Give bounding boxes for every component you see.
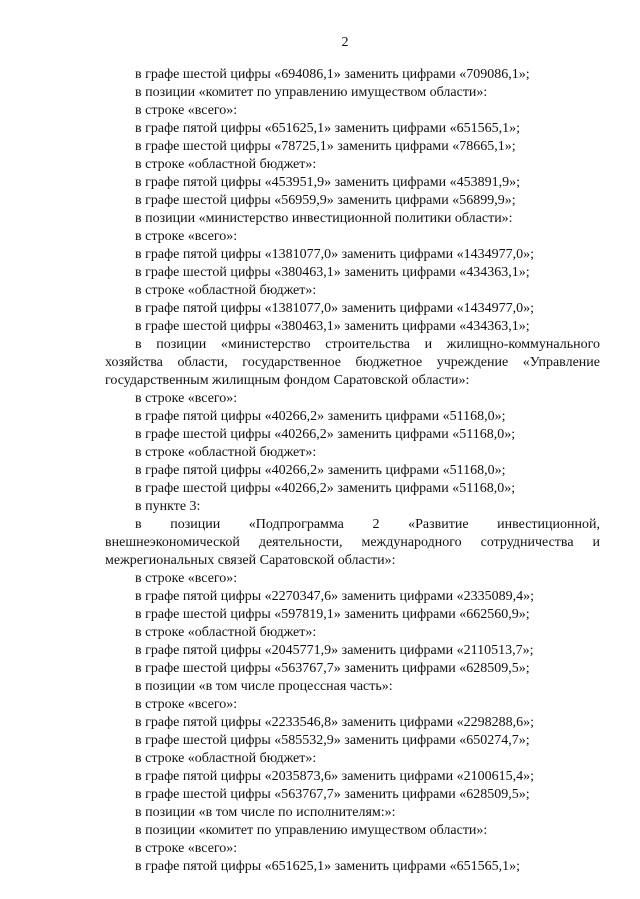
text-line: в графе шестой цифры «40266,2» заменить цифрами «51168,0»; — [135, 427, 516, 442]
text-line: в графе пятой цифры «1381077,0» заменить цифрами «1434977,0»; — [135, 301, 534, 316]
text-line: в графе шестой цифры «597819,1» заменить цифрами «662560,9»; — [135, 607, 530, 622]
text-line: в строке «всего»: — [135, 391, 238, 406]
text-line: в строке «всего»: — [135, 841, 238, 856]
text-line: в графе пятой цифры «651625,1» заменить цифрами «651565,1»; — [135, 859, 520, 874]
text-line: в графе пятой цифры «2233546,8» заменить цифрами «2298288,6»; — [135, 715, 534, 730]
text-line: в графе шестой цифры «40266,2» заменить цифрами «51168,0»; — [135, 481, 516, 496]
text-line: в позиции «в том числе процессная часть»: — [135, 679, 393, 694]
paragraph-ministry-construction: в позиции «министерство строительства и жилищно-коммунального хозяйства области, государственное бюджетное учреждение «Управление государственным жилищным фондом Саратовской области»: — [105, 337, 600, 388]
text-line: в графе пятой цифры «1381077,0» заменить цифрами «1434977,0»; — [135, 247, 534, 262]
text-line: в строке «всего»: — [135, 697, 238, 712]
text-line: в графе пятой цифры «453951,9» заменить цифрами «453891,9»; — [135, 175, 520, 190]
text-line: в графе пятой цифры «2035873,6» заменить цифрами «2100615,4»; — [135, 769, 534, 784]
text-line: в графе пятой цифры «40266,2» заменить цифрами «51168,0»; — [135, 463, 506, 478]
text-line: в строке «всего»: — [135, 103, 238, 118]
text-line: в графе пятой цифры «651625,1» заменить цифрами «651565,1»; — [135, 121, 520, 136]
text-line: в позиции «министерство инвестиционной политики области»: — [135, 211, 513, 226]
text-line: в строке «областной бюджет»: — [135, 445, 317, 460]
text-line: в графе шестой цифры «563767,7» заменить цифрами «628509,5»; — [135, 661, 530, 676]
text-line: в графе шестой цифры «380463,1» заменить цифрами «434363,1»; — [135, 319, 530, 334]
text-line: в графе шестой цифры «78725,1» заменить цифрами «78665,1»; — [135, 139, 516, 154]
text-line: в строке «всего»: — [135, 229, 238, 244]
text-line: в графе пятой цифры «2270347,6» заменить цифрами «2335089,4»; — [135, 589, 534, 604]
text-line: в графе пятой цифры «40266,2» заменить цифрами «51168,0»; — [135, 409, 506, 424]
text-line: в графе шестой цифры «585532,9» заменить цифрами «650274,7»; — [135, 733, 530, 748]
text-line: в позиции «в том числе по исполнителям:»: — [135, 805, 396, 820]
text-line: в строке «всего»: — [135, 571, 238, 586]
lines-group-3 — [105, 570, 600, 876]
text-line: в графе пятой цифры «2045771,9» заменить цифрами «2110513,7»; — [135, 643, 534, 658]
text-line: в строке «областной бюджет»: — [135, 157, 317, 172]
text-line: в графе шестой цифры «380463,1» заменить цифрами «434363,1»; — [135, 265, 530, 280]
text-line: в позиции «комитет по управлению имуществом области»: — [135, 85, 488, 100]
text-line: в строке «областной бюджет»: — [135, 751, 317, 766]
lines-group-1 — [105, 66, 600, 336]
text-line: в строке «областной бюджет»: — [135, 625, 317, 640]
text-line: в графе шестой цифры «694086,1» заменить цифрами «709086,1»; — [135, 67, 530, 82]
page-number: 2 — [341, 35, 349, 50]
lines-group-2 — [105, 390, 600, 516]
text-line: в позиции «комитет по управлению имуществом области»: — [135, 823, 488, 838]
text-line: в графе шестой цифры «563767,7» заменить цифрами «628509,5»; — [135, 787, 530, 802]
text-line: в строке «областной бюджет»: — [135, 283, 317, 298]
paragraph-subprogram-2: в позиции «Подпрограмма 2 «Развитие инвестиционной, внешнеэкономической деятельности, международного сотрудничества и межрегиональных связей Саратовской области»: — [105, 517, 600, 568]
document-body — [105, 66, 600, 876]
text-line: в пункте 3: — [135, 499, 201, 514]
text-line: в графе шестой цифры «56959,9» заменить цифрами «56899,9»; — [135, 193, 516, 208]
